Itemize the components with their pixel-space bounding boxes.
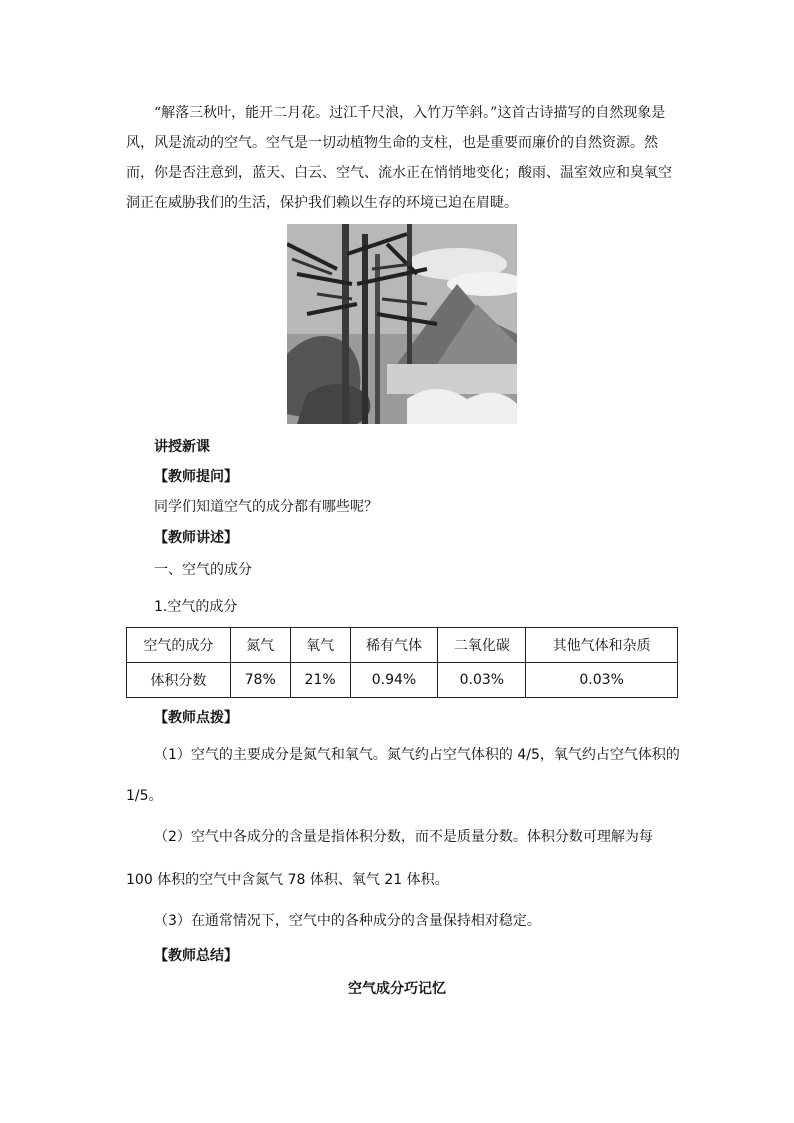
item-heading: 1.空气的成分 xyxy=(154,599,238,615)
table-cell: 其他气体和杂质 xyxy=(526,628,678,663)
intro-paragraph: “解落三秋叶，能开二月花。过江千尺浪，入竹万竿斜。”这首古诗描写的自然现象是风，风是流动的空气。空气是一切动植物生命的支柱，也是重要而廉价的自然资源。然而，你是否注意到，蓝天、白云、空气、流水正在悄悄地变化；酸雨、温室效应和臭氧空洞正在威胁我们的生活，保护我们赖以生存的环境已迫在眉睫。 xyxy=(126,105,672,211)
heading-new-lesson: 讲授新课 xyxy=(154,439,210,455)
air-composition-table xyxy=(126,627,678,698)
tip-1-line-1: （1）空气的主要成分是氮气和氧气。氮气约占空气体积的 4/5，氧气约占空气体积的 xyxy=(154,747,680,763)
table-cell: 78% xyxy=(230,663,290,698)
table-cell: 0.03% xyxy=(438,663,526,698)
bamboo-landscape-illustration xyxy=(287,224,517,424)
memory-title: 空气成分巧记忆 xyxy=(348,981,446,997)
table-cell: 0.94% xyxy=(350,663,438,698)
tip-1-line-2: 1/5。 xyxy=(126,788,163,804)
table-header-row xyxy=(127,628,678,663)
table-cell: 空气的成分 xyxy=(127,628,231,663)
tip-2-line-2: 100 体积的空气中含氮气 78 体积、氧气 21 体积。 xyxy=(126,872,449,888)
tip-3: （3）在通常情况下，空气中的各种成分的含量保持相对稳定。 xyxy=(154,913,541,929)
question-text: 同学们知道空气的成分都有哪些呢？ xyxy=(154,499,378,515)
heading-teacher-question: 【教师提问】 xyxy=(154,469,238,485)
subsection-heading: 一、空气的成分 xyxy=(154,562,252,578)
tip-2-line-1: （2）空气中各成分的含量是指体积分数，而不是质量分数。体积分数可理解为每 xyxy=(154,829,653,845)
heading-teacher-narration: 【教师讲述】 xyxy=(154,530,238,546)
heading-teacher-summary: 【教师总结】 xyxy=(154,948,238,964)
table-cell: 稀有气体 xyxy=(350,628,438,663)
table-cell: 氧气 xyxy=(290,628,350,663)
table-cell: 氮气 xyxy=(230,628,290,663)
table-row xyxy=(127,663,678,698)
table-cell: 体积分数 xyxy=(127,663,231,698)
table-cell: 二氧化碳 xyxy=(438,628,526,663)
heading-teacher-tips: 【教师点拨】 xyxy=(154,710,238,726)
table-cell: 0.03% xyxy=(526,663,678,698)
table-cell: 21% xyxy=(290,663,350,698)
